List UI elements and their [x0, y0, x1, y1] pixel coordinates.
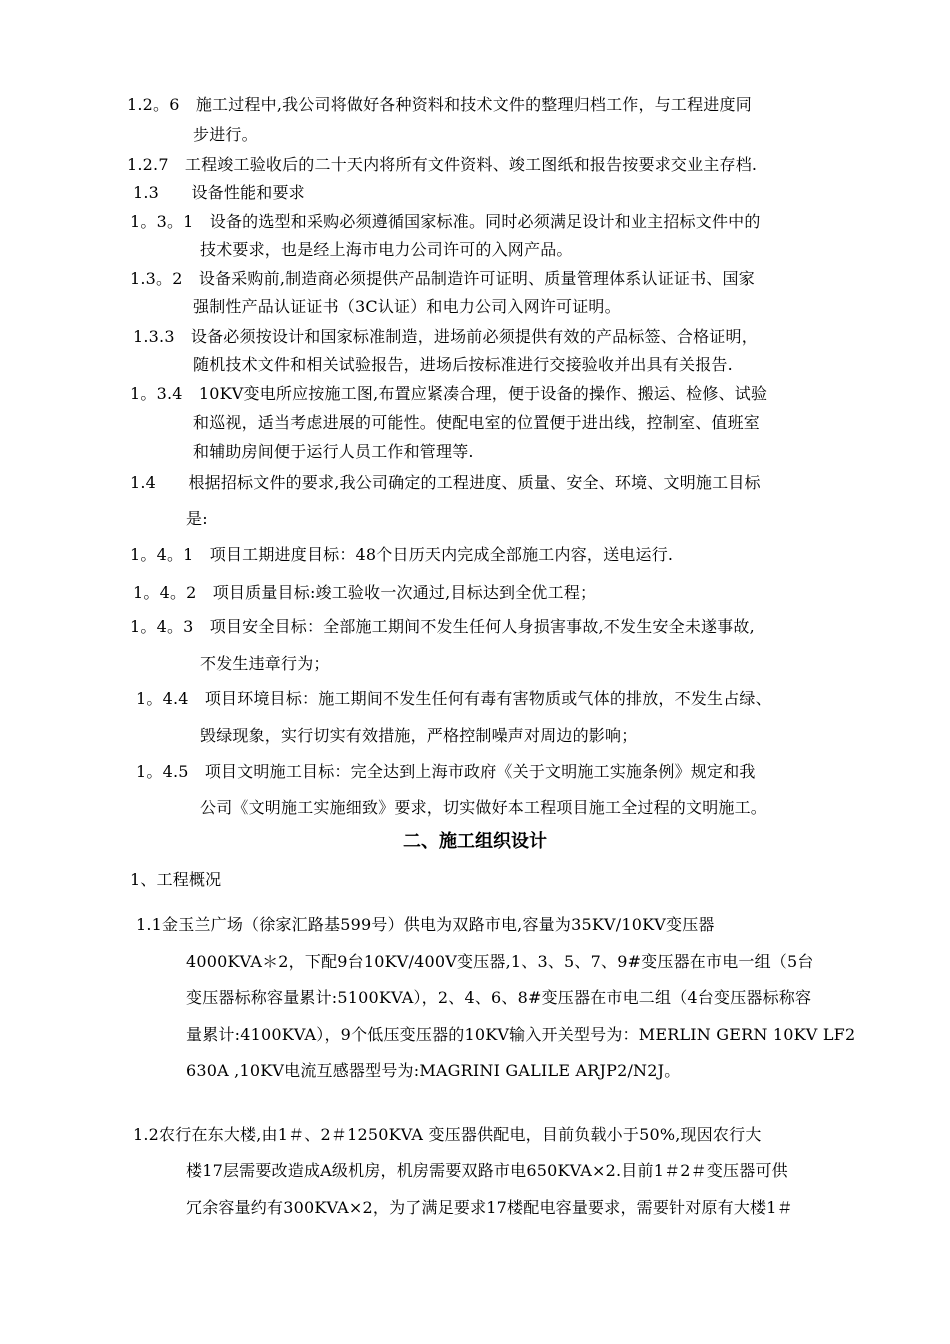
line-1-4-4: 1。4.4 项目环境目标：施工期间不发生任何有毒有害物质或气体的排放，不发生占绿、	[136, 689, 772, 708]
line-1-1-cont-1: 4000KVA＊2，下配9台10KV/400V变压器,1、3、5、7、9#变压器在市电一组（5台	[186, 952, 814, 971]
line-1-3-4-cont-2: 和辅助房间便于运行人员工作和管理等.	[193, 442, 474, 461]
line-1-4-5-cont: 公司《文明施工实施细致》要求，切实做好本工程项目施工全过程的文明施工。	[200, 798, 768, 817]
line-1-3-4-cont-1: 和巡视，适当考虑进展的可能性。使配电室的位置便于进出线，控制室、值班室	[193, 413, 761, 432]
line-1-3-4: 1。3.4 10KV变电所应按施工图,布置应紧凑合理，便于设备的操作、搬运、检修、试验	[130, 384, 768, 403]
line-1-2: 1.2农行在东大楼,由1＃、2＃1250KVA 变压器供配电，目前负载小于50%,现因农行大	[133, 1125, 762, 1144]
line-1-3-2: 1.3。2 设备采购前,制造商必须提供产品制造许可证明、质量管理体系认证证书、国家	[130, 269, 755, 288]
line-1-3-3: 1.3.3 设备必须按设计和国家标准制造，进场前必须提供有效的产品标签、合格证明，	[133, 327, 758, 346]
line-1-3-2-cont: 强制性产品认证证书（3C认证）和电力公司入网许可证明。	[193, 297, 621, 316]
line-1-3-1-cont: 技术要求，也是经上海市电力公司许可的入网产品。	[200, 240, 573, 259]
line-project-overview: 1、工程概况	[130, 870, 222, 889]
line-1-4-2: 1。4。2 项目质量目标:竣工验收一次通过,目标达到全优工程；	[133, 583, 597, 602]
line-1-4-4-cont: 毁绿现象，实行切实有效措施，严格控制噪声对周边的影响；	[200, 726, 638, 745]
line-1-1-cont-2: 变压器标称容量累计:5100KVA），2、4、6、8#变压器在市电二组（4台变压器标称容	[186, 988, 812, 1007]
line-1-4-3: 1。4。3 项目安全目标：全部施工期间不发生任何人身损害事故,不发生安全未遂事故,	[130, 617, 755, 636]
line-1-2-6-cont: 步进行。	[193, 125, 258, 144]
line-1-3-1: 1。3。1 设备的选型和采购必须遵循国家标准。同时必须满足设计和业主招标文件中的	[130, 212, 761, 231]
line-1-2-7: 1.2.7 工程竣工验收后的二十天内将所有文件资料、竣工图纸和报告按要求交业主存档.	[127, 155, 758, 174]
line-1-3: 1.3 设备性能和要求	[133, 183, 305, 202]
line-1-2-cont-1: 楼17层需要改造成A级机房，机房需要双路市电650KVA×2.目前1＃2＃变压器可供	[186, 1161, 788, 1180]
line-1-4-1: 1。4。1 项目工期进度目标：48个日历天内完成全部施工内容，送电运行.	[130, 545, 674, 564]
line-1-4-5: 1。4.5 项目文明施工目标：完全达到上海市政府《关于文明施工实施条例》规定和我	[136, 762, 756, 781]
line-1-4-3-cont: 不发生违章行为；	[200, 654, 330, 673]
line-1-1-cont-3: 量累计:4100KVA），9个低压变压器的10KV输入开关型号为：MERLIN GERN 10KV LF2	[186, 1025, 856, 1044]
line-1-4: 1.4 根据招标文件的要求,我公司确定的工程进度、质量、安全、环境、文明施工目标	[130, 473, 761, 492]
line-1-1: 1.1金玉兰广场（徐家汇路基599号）供电为双路市电,容量为35KV/10KV变压器	[136, 915, 715, 934]
section-heading: 二、施工组织设计	[403, 831, 547, 852]
line-1-2-6: 1.2。6 施工过程中,我公司将做好各种资料和技术文件的整理归档工作，与工程进度同	[127, 95, 752, 114]
line-1-4-cont: 是:	[186, 509, 208, 528]
line-1-2-cont-2: 冗余容量约有300KVA×2，为了满足要求17楼配电容量要求，需要针对原有大楼1＃	[186, 1198, 793, 1217]
line-1-1-cont-4: 630A ,10KV电流互感器型号为:MAGRINI GALILE ARJP2/N2J。	[186, 1061, 681, 1080]
line-1-3-3-cont: 随机技术文件和相关试验报告，进场后按标准进行交接验收并出具有关报告.	[193, 355, 733, 374]
